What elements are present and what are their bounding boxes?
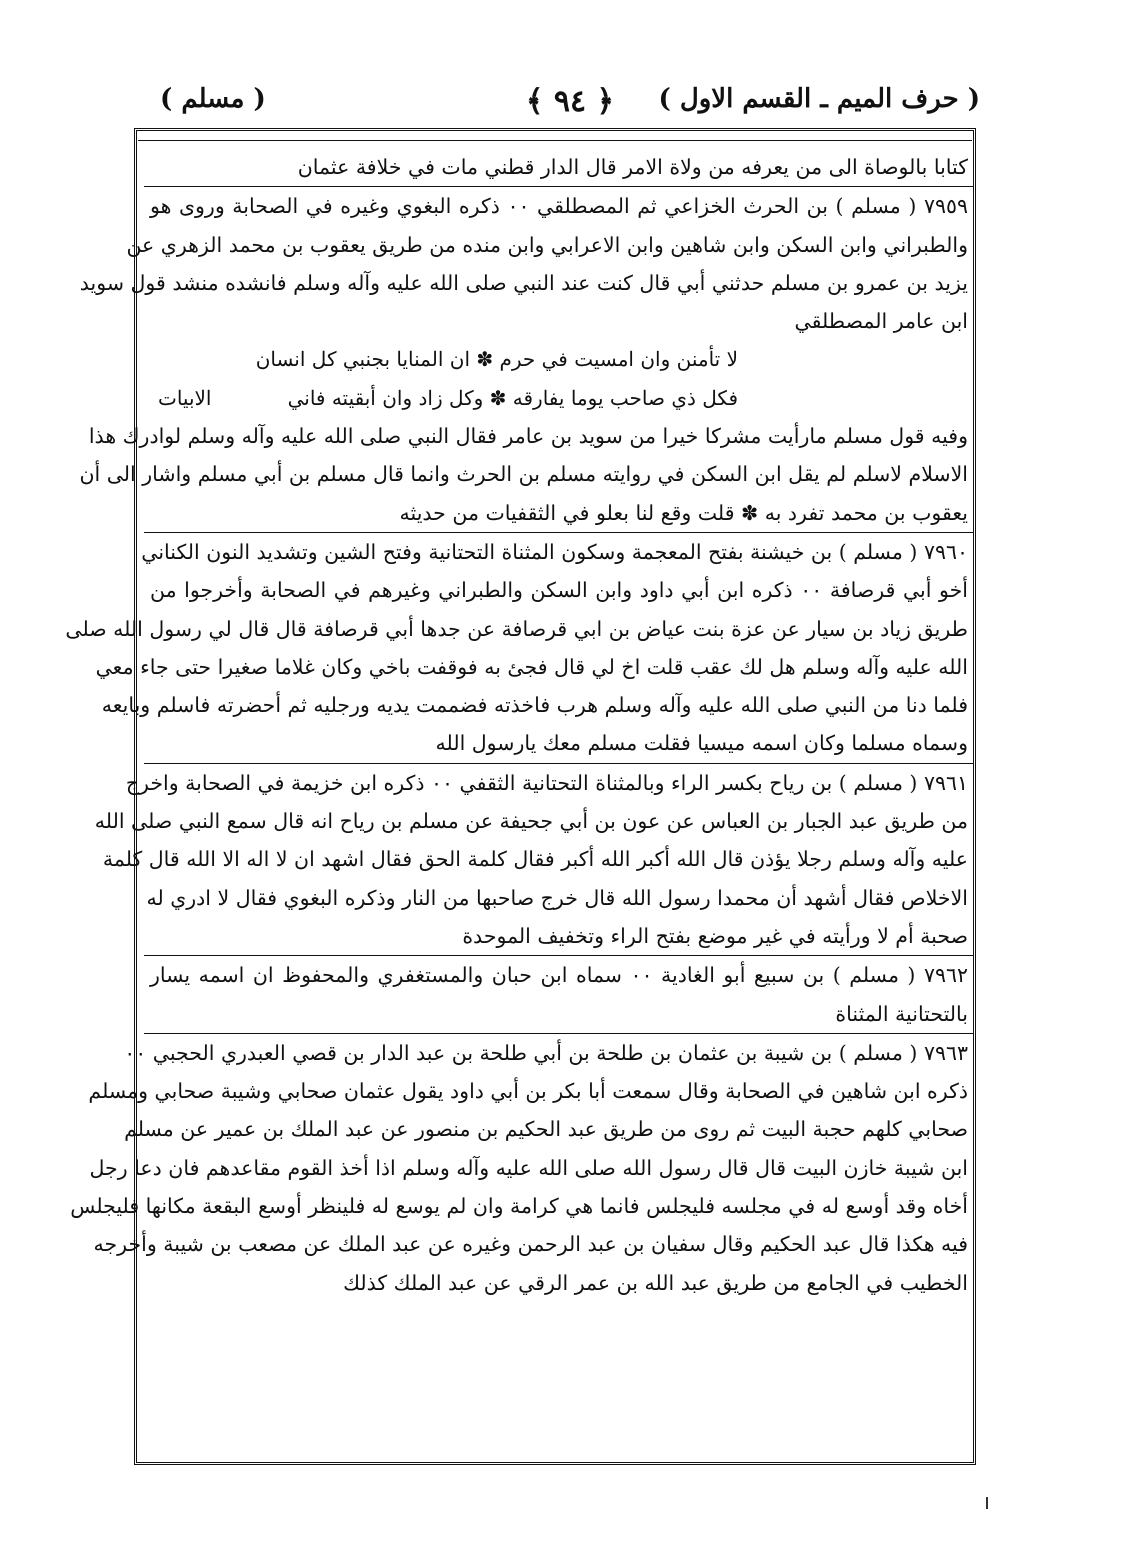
- text-line: أخاه وقد أوسع له في مجلسه فليجلس فانما هي كرامة وان لم يوسع له فلينظر أوسع البقعة مكانها فليجلس: [70, 1194, 968, 1219]
- text-line: الاخلاص فقال أشهد أن محمدا رسول الله قال خرج صاحبها من النار وذكره البغوي فقال لا ادري له: [146, 885, 968, 910]
- text-line: أخو أبي قرصافة ٠٠ ذكره ابن أبي داود وابن السكن والطبراني وغيرهم في الصحابة وأخرجوا من: [150, 578, 968, 603]
- verse-text: فكل ذي صاحب يوما يفارقه ✽ وكل زاد وان أبقيته فاني: [287, 385, 738, 410]
- text-line: ذكره ابن شاهين في الصحابة وقال سمعت أبا بكر بن أبي داود يقول عثمان صحابي وشيبة صحابي ومسلم: [88, 1079, 968, 1104]
- text-line: طريق زياد بن سيار عن عزة بنت عياض بن ابي قرصافة عن جدها أبي قرصافة قال قال لي رسول الله صلى: [65, 616, 968, 641]
- text-line: صحابي كلهم حجبة البيت ثم روى من طريق عبد الحكيم بن منصور عن عبد الملك بن عمير عن مسلم: [124, 1117, 968, 1142]
- entry-line-7962: ٧٩٦٢ ( مسلم ) بن سبيع أبو الغادية ٠٠ سماه ابن حبان والمستغفري والمحفوظ ان اسمه يسار: [150, 963, 968, 988]
- margin-mark: [986, 1497, 988, 1509]
- text-line: ابن شيبة خازن البيت قال قال رسول الله صلى الله عليه وآله وسلم اذا أخذ القوم مقاعدهم فان دعا رجل: [89, 1155, 968, 1180]
- text-line: فلما دنا من النبي صلى الله عليه وآله وسلم هرب فاخذته فضممت يديه ورجليه ثم أحضرته فاسلم وبايعه: [101, 693, 968, 718]
- top-rule: [138, 140, 972, 141]
- entry-line-7960: ٧٩٦٠ ( مسلم ) بن خيشنة بفتح المعجمة وسكون المثناة التحتانية وفتح الشين وتشديد النون الكناني: [141, 539, 968, 564]
- text-line: صحبة أم لا ورأيته في غير موضع بفتح الراء وتخفيف الموحدة: [462, 923, 968, 948]
- text-line: وسماه مسلما وكان اسمه ميسيا فقلت مسلم معك يارسول الله: [435, 731, 968, 756]
- text-line: وفيه قول مسلم مارأيت مشركا خيرا من سويد بن عامر فقال النبي صلى الله عليه وآله وسلم لوادرك هذا: [88, 424, 968, 449]
- text-line: الخطيب في الجامع من طريق عبد الله بن عمر الرقي عن عبد الملك كذلك: [343, 1270, 968, 1295]
- text-line: يعقوب بن محمد تفرد به ✽ قلت وقع لنا بعلو في الثقفيات من حديثه: [399, 500, 968, 525]
- text-line: والطبراني وابن السكن وابن شاهين وابن الاعرابي وابن منده من طريق يعقوب بن محمد الزهري عن: [126, 232, 968, 257]
- text-line: يزيد بن عمرو بن مسلم حدثني أبي قال كنت عند النبي صلى الله عليه وآله وسلم فانشده منشد قول سويد: [79, 270, 968, 295]
- entry-name-heading: ( مسلم ): [160, 84, 266, 114]
- entry-line-7963: ٧٩٦٣ ( مسلم ) بن شيبة بن عثمان بن طلحة بن أبي طلحة بن عبد الدار بن قصي العبدري الحجبي ٠٠: [124, 1040, 968, 1065]
- verse-block: [150, 340, 968, 417]
- text-line: من طريق عبد الجبار بن العباس عن عون بن أبي جحيفة عن مسلم بن رياح انه قال سمع النبي صلى الله: [94, 809, 968, 834]
- text-line: كتابا بالوصاة الى من يعرفه من ولاة الامر قال الدار قطني مات في خلافة عثمان: [297, 155, 968, 179]
- text-line: فيه هكذا قال عبد الحكيم وقال سفيان بن عبد الرحمن وغيره عن عبد الملك عن مصعب بن شيبة وأخرجه: [93, 1232, 968, 1257]
- verse-line: [150, 379, 968, 417]
- chapter-heading: ( حرف الميم ـ القسم الاول ): [658, 84, 980, 114]
- entry-line-7959: ٧٩٥٩ ( مسلم ) بن الحرث الخزاعي ثم المصطلقي ٠٠ ذكره البغوي وغيره في الصحابة وروى هو: [150, 194, 968, 219]
- text-line: ابن عامر المصطلقي: [794, 309, 968, 334]
- text-line: الاسلام لاسلم لم يقل ابن السكن في روايته مسلم بن الحرث وانما قال مسلم بن أبي مسلم واشار الى أن: [79, 462, 968, 487]
- text-line: الله عليه وآله وسلم هل لك عقب قلت اخ لي قال فجئ به فوقفت باخي وكان غلاما صغيرا حتى جاء معي: [95, 654, 968, 679]
- page-number: ﴿ ٩٤ ﴾: [525, 84, 615, 119]
- running-header: [160, 78, 980, 128]
- verse-line: لا تأمنن وان امسيت في حرم ✽ ان المنايا بجنبي كل انسان: [255, 347, 738, 372]
- entry-line-7961: ٧٩٦١ ( مسلم ) بن رياح بكسر الراء وبالمثناة التحتانية الثقفي ٠٠ ذكره ابن خزيمة في الصحابة واخرج: [125, 770, 968, 795]
- text-line: بالتحتانية المثناة: [835, 1001, 968, 1026]
- text-line: عليه وآله وسلم رجلا يؤذن قال الله أكبر الله أكبر فقال كلمة الحق فقال اشهد ان لا اله الا الله قال كلمة: [102, 847, 968, 872]
- body-text: [65, 148, 968, 1302]
- verse-tail: الابيات: [158, 385, 212, 410]
